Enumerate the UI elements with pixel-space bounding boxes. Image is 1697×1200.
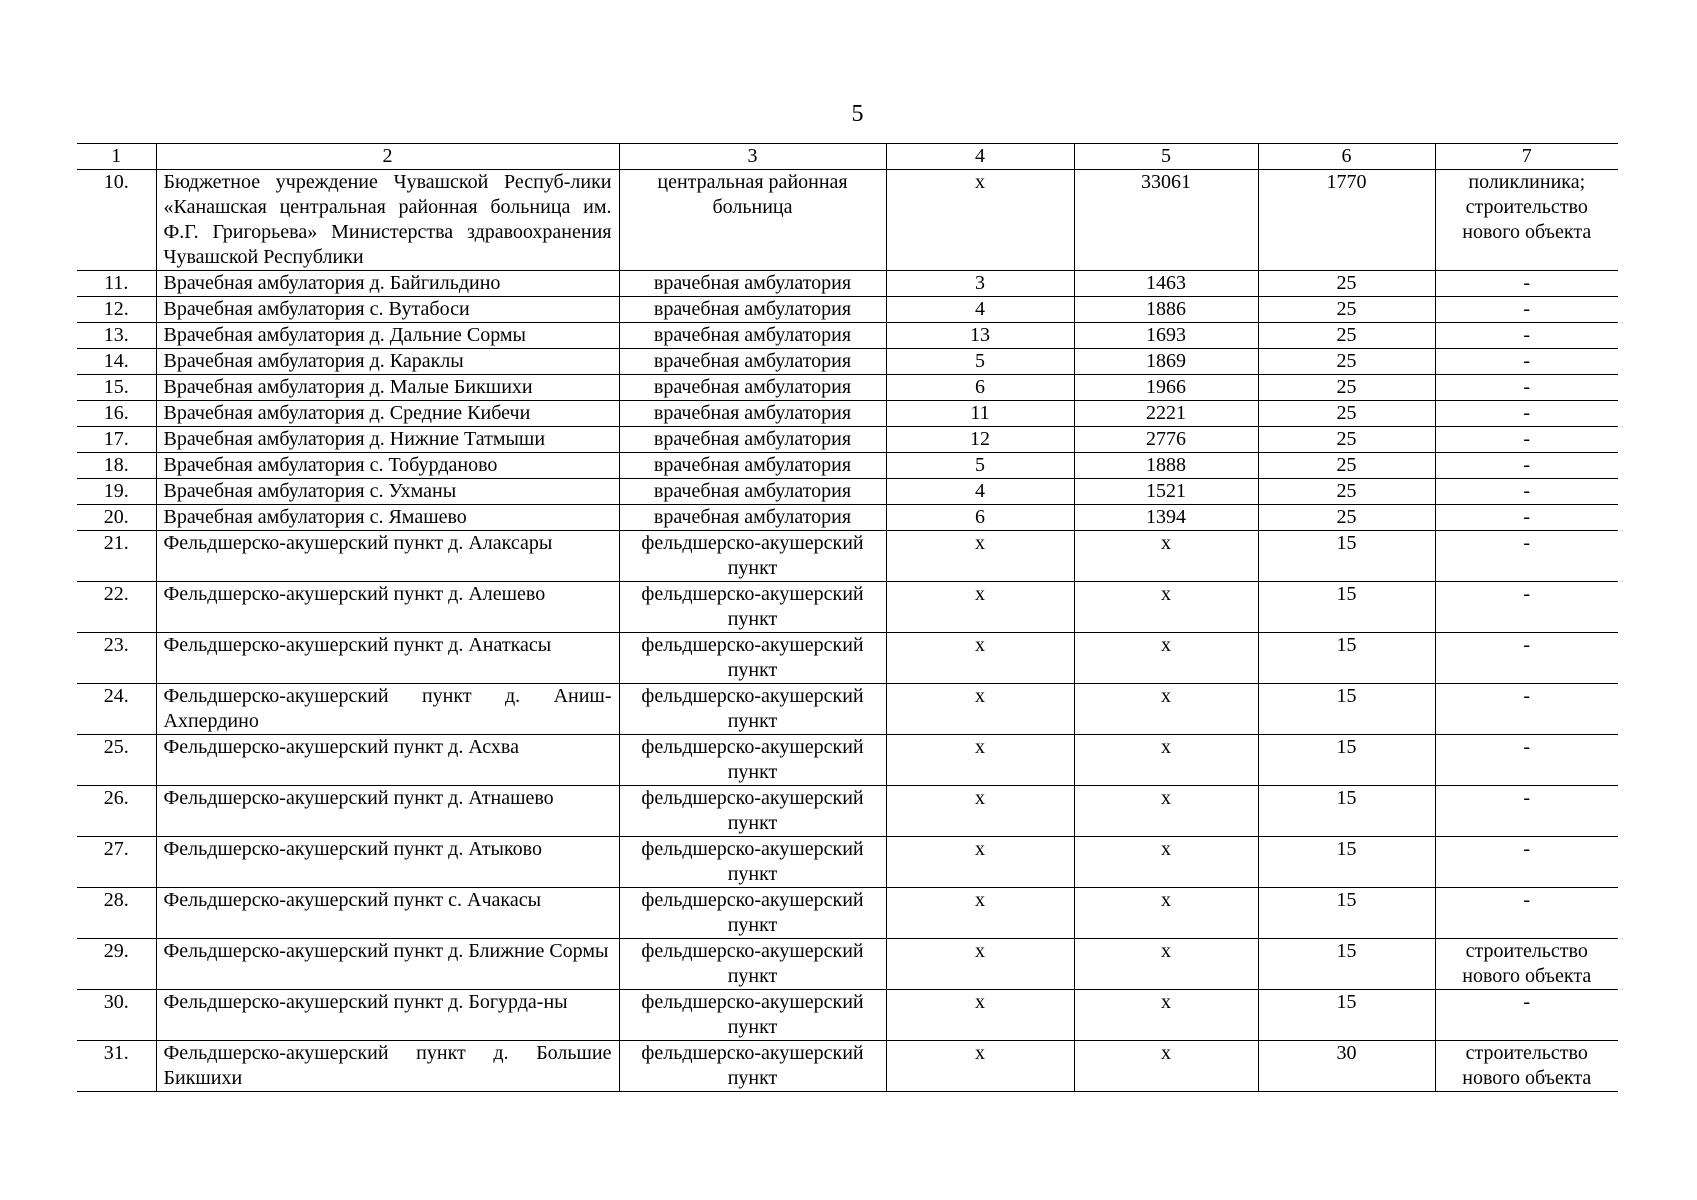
column-6-value: 25 (1258, 427, 1435, 453)
table-row (77, 375, 1618, 401)
facility-name: Фельдшерско-акушерский пункт д. Алешево (156, 582, 619, 633)
column-5-value: 1869 (1074, 349, 1258, 375)
column-7-value: - (1435, 735, 1618, 786)
column-6-value: 25 (1258, 375, 1435, 401)
column-5-value: х (1074, 1041, 1258, 1092)
column-5-value: х (1074, 837, 1258, 888)
table-row (77, 479, 1618, 505)
table-row (77, 990, 1618, 1041)
row-number: 15. (77, 375, 156, 401)
column-5-value: 1521 (1074, 479, 1258, 505)
column-number: 1 (77, 144, 156, 170)
column-4-value: х (886, 939, 1074, 990)
table-row (77, 531, 1618, 582)
column-4-value: 5 (886, 349, 1074, 375)
column-7-value: - (1435, 990, 1618, 1041)
table-row (77, 505, 1618, 531)
facility-name: Фельдшерско-акушерский пункт д. Асхва (156, 735, 619, 786)
column-4-value: х (886, 990, 1074, 1041)
facility-name: Врачебная амбулатория д. Нижние Татмыши (156, 427, 619, 453)
column-5-value: 2776 (1074, 427, 1258, 453)
facility-name: Фельдшерско-акушерский пункт д. Атыково (156, 837, 619, 888)
column-4-value: х (886, 170, 1074, 271)
facility-name: Фельдшерско-акушерский пункт д. Аниш-Ахпердино (156, 684, 619, 735)
facility-name: Фельдшерско-акушерский пункт д. Богурда-ны (156, 990, 619, 1041)
facility-name: Фельдшерско-акушерский пункт д. Ближние Сормы (156, 939, 619, 990)
row-number: 18. (77, 453, 156, 479)
row-number: 12. (77, 297, 156, 323)
column-5-value: 1886 (1074, 297, 1258, 323)
column-5-value: х (1074, 990, 1258, 1041)
facility-name: Врачебная амбулатория д. Средние Кибечи (156, 401, 619, 427)
facility-type: фельдшерско-акушерский пункт (619, 633, 886, 684)
facility-name: Врачебная амбулатория с. Ухманы (156, 479, 619, 505)
table-row (77, 684, 1618, 735)
column-4-value: 5 (886, 453, 1074, 479)
column-4-value: х (886, 837, 1074, 888)
column-7-value: - (1435, 888, 1618, 939)
facility-name: Фельдшерско-акушерский пункт д. Алаксары (156, 531, 619, 582)
table-row (77, 786, 1618, 837)
column-5-value: 2221 (1074, 401, 1258, 427)
row-number: 24. (77, 684, 156, 735)
facility-name: Фельдшерско-акушерский пункт д. Анаткасы (156, 633, 619, 684)
facility-type: врачебная амбулатория (619, 297, 886, 323)
column-4-value: 6 (886, 505, 1074, 531)
column-5-value: х (1074, 888, 1258, 939)
column-4-value: х (886, 888, 1074, 939)
column-5-value: 1394 (1074, 505, 1258, 531)
table-row (77, 323, 1618, 349)
table-row (77, 427, 1618, 453)
facility-name: Фельдшерско-акушерский пункт д. Большие Бикшихи (156, 1041, 619, 1092)
column-4-value: 3 (886, 271, 1074, 297)
column-6-value: 25 (1258, 505, 1435, 531)
table-row (77, 888, 1618, 939)
facility-name: Врачебная амбулатория д. Малые Бикшихи (156, 375, 619, 401)
row-number: 31. (77, 1041, 156, 1092)
facility-name: Врачебная амбулатория с. Тобурданово (156, 453, 619, 479)
column-7-value: - (1435, 323, 1618, 349)
facility-type: врачебная амбулатория (619, 427, 886, 453)
row-number: 28. (77, 888, 156, 939)
facility-type: центральная районная больница (619, 170, 886, 271)
row-number: 17. (77, 427, 156, 453)
column-6-value: 25 (1258, 297, 1435, 323)
column-number: 4 (886, 144, 1074, 170)
row-number: 30. (77, 990, 156, 1041)
table-row (77, 735, 1618, 786)
table-row (77, 297, 1618, 323)
column-4-value: 6 (886, 375, 1074, 401)
column-5-value: х (1074, 786, 1258, 837)
row-number: 13. (77, 323, 156, 349)
facility-name: Врачебная амбулатория д. Дальние Сормы (156, 323, 619, 349)
facility-type: врачебная амбулатория (619, 401, 886, 427)
column-7-value: - (1435, 349, 1618, 375)
column-7-value: - (1435, 837, 1618, 888)
column-4-value: х (886, 582, 1074, 633)
column-6-value: 15 (1258, 939, 1435, 990)
facility-name: Врачебная амбулатория д. Байгильдино (156, 271, 619, 297)
column-4-value: х (886, 531, 1074, 582)
column-6-value: 25 (1258, 349, 1435, 375)
row-number: 23. (77, 633, 156, 684)
column-4-value: х (886, 735, 1074, 786)
table-row (77, 939, 1618, 990)
column-7-value: - (1435, 271, 1618, 297)
facility-type: фельдшерско-акушерский пункт (619, 1041, 886, 1092)
facility-type: фельдшерско-акушерский пункт (619, 786, 886, 837)
facility-type: фельдшерско-акушерский пункт (619, 939, 886, 990)
table-row (77, 271, 1618, 297)
column-7-value: - (1435, 453, 1618, 479)
facility-type: врачебная амбулатория (619, 453, 886, 479)
column-4-value: 4 (886, 479, 1074, 505)
column-6-value: 1770 (1258, 170, 1435, 271)
column-number: 5 (1074, 144, 1258, 170)
column-7-value: - (1435, 427, 1618, 453)
facility-name: Врачебная амбулатория д. Караклы (156, 349, 619, 375)
column-5-value: 1888 (1074, 453, 1258, 479)
facility-type: фельдшерско-акушерский пункт (619, 888, 886, 939)
row-number: 14. (77, 349, 156, 375)
column-5-value: х (1074, 633, 1258, 684)
facility-type: фельдшерско-акушерский пункт (619, 531, 886, 582)
column-5-value: х (1074, 684, 1258, 735)
row-number: 22. (77, 582, 156, 633)
column-4-value: 13 (886, 323, 1074, 349)
column-numbers-row (77, 144, 1618, 170)
table-row (77, 453, 1618, 479)
facilities-table (77, 143, 1618, 1092)
row-number: 16. (77, 401, 156, 427)
column-6-value: 15 (1258, 990, 1435, 1041)
column-6-value: 25 (1258, 271, 1435, 297)
column-6-value: 25 (1258, 479, 1435, 505)
column-4-value: 11 (886, 401, 1074, 427)
row-number: 26. (77, 786, 156, 837)
facility-type: врачебная амбулатория (619, 479, 886, 505)
column-7-value: - (1435, 505, 1618, 531)
facility-name: Фельдшерско-акушерский пункт д. Атнашево (156, 786, 619, 837)
facility-name: Врачебная амбулатория с. Вутабоси (156, 297, 619, 323)
table-row (77, 1041, 1618, 1092)
column-5-value: х (1074, 531, 1258, 582)
facility-name: Фельдшерско-акушерский пункт с. Ачакасы (156, 888, 619, 939)
column-number: 2 (156, 144, 619, 170)
column-5-value: 1966 (1074, 375, 1258, 401)
row-number: 20. (77, 505, 156, 531)
column-6-value: 15 (1258, 837, 1435, 888)
page-number: 5 (851, 101, 864, 127)
column-6-value: 15 (1258, 531, 1435, 582)
column-7-value: - (1435, 531, 1618, 582)
column-5-value: х (1074, 939, 1258, 990)
column-7-value: - (1435, 375, 1618, 401)
column-7-value: - (1435, 684, 1618, 735)
facility-type: врачебная амбулатория (619, 271, 886, 297)
facility-type: фельдшерско-акушерский пункт (619, 990, 886, 1041)
table-row (77, 170, 1618, 271)
row-number: 25. (77, 735, 156, 786)
facility-type: врачебная амбулатория (619, 375, 886, 401)
column-7-value: - (1435, 786, 1618, 837)
column-5-value: 33061 (1074, 170, 1258, 271)
table-row (77, 349, 1618, 375)
column-4-value: 4 (886, 297, 1074, 323)
column-5-value: 1463 (1074, 271, 1258, 297)
row-number: 27. (77, 837, 156, 888)
facility-type: врачебная амбулатория (619, 349, 886, 375)
column-7-value: - (1435, 401, 1618, 427)
column-number: 6 (1258, 144, 1435, 170)
facility-type: фельдшерско-акушерский пункт (619, 684, 886, 735)
column-4-value: х (886, 786, 1074, 837)
column-5-value: 1693 (1074, 323, 1258, 349)
column-number: 3 (619, 144, 886, 170)
column-6-value: 15 (1258, 582, 1435, 633)
column-6-value: 30 (1258, 1041, 1435, 1092)
column-4-value: х (886, 633, 1074, 684)
column-6-value: 15 (1258, 888, 1435, 939)
facility-name: Врачебная амбулатория с. Ямашево (156, 505, 619, 531)
table-row (77, 582, 1618, 633)
column-7-value: - (1435, 479, 1618, 505)
column-6-value: 25 (1258, 323, 1435, 349)
table-row (77, 401, 1618, 427)
column-4-value: 12 (886, 427, 1074, 453)
row-number: 21. (77, 531, 156, 582)
facility-type: врачебная амбулатория (619, 323, 886, 349)
column-6-value: 15 (1258, 735, 1435, 786)
facility-type: фельдшерско-акушерский пункт (619, 735, 886, 786)
column-7-value: - (1435, 297, 1618, 323)
column-6-value: 25 (1258, 453, 1435, 479)
column-5-value: х (1074, 735, 1258, 786)
column-4-value: х (886, 684, 1074, 735)
table-row (77, 837, 1618, 888)
column-7-value: - (1435, 582, 1618, 633)
row-number: 11. (77, 271, 156, 297)
row-number: 10. (77, 170, 156, 271)
facility-type: фельдшерско-акушерский пункт (619, 582, 886, 633)
column-7-value: - (1435, 633, 1618, 684)
column-7-value: строительство нового объекта (1435, 1041, 1618, 1092)
facility-name: Бюджетное учреждение Чувашской Респуб-лики «Канашская центральная районная больница им. Ф.Г. Григорьева» Министерства здравоохранения Чувашской Республики (156, 170, 619, 271)
column-6-value: 15 (1258, 786, 1435, 837)
column-7-value: строительство нового объекта (1435, 939, 1618, 990)
column-number: 7 (1435, 144, 1618, 170)
facility-type: фельдшерско-акушерский пункт (619, 837, 886, 888)
column-6-value: 15 (1258, 633, 1435, 684)
table-row (77, 633, 1618, 684)
column-6-value: 25 (1258, 401, 1435, 427)
column-5-value: х (1074, 582, 1258, 633)
column-4-value: х (886, 1041, 1074, 1092)
row-number: 29. (77, 939, 156, 990)
facility-type: врачебная амбулатория (619, 505, 886, 531)
column-6-value: 15 (1258, 684, 1435, 735)
row-number: 19. (77, 479, 156, 505)
column-7-value: поликлиника; строительство нового объекта (1435, 170, 1618, 271)
